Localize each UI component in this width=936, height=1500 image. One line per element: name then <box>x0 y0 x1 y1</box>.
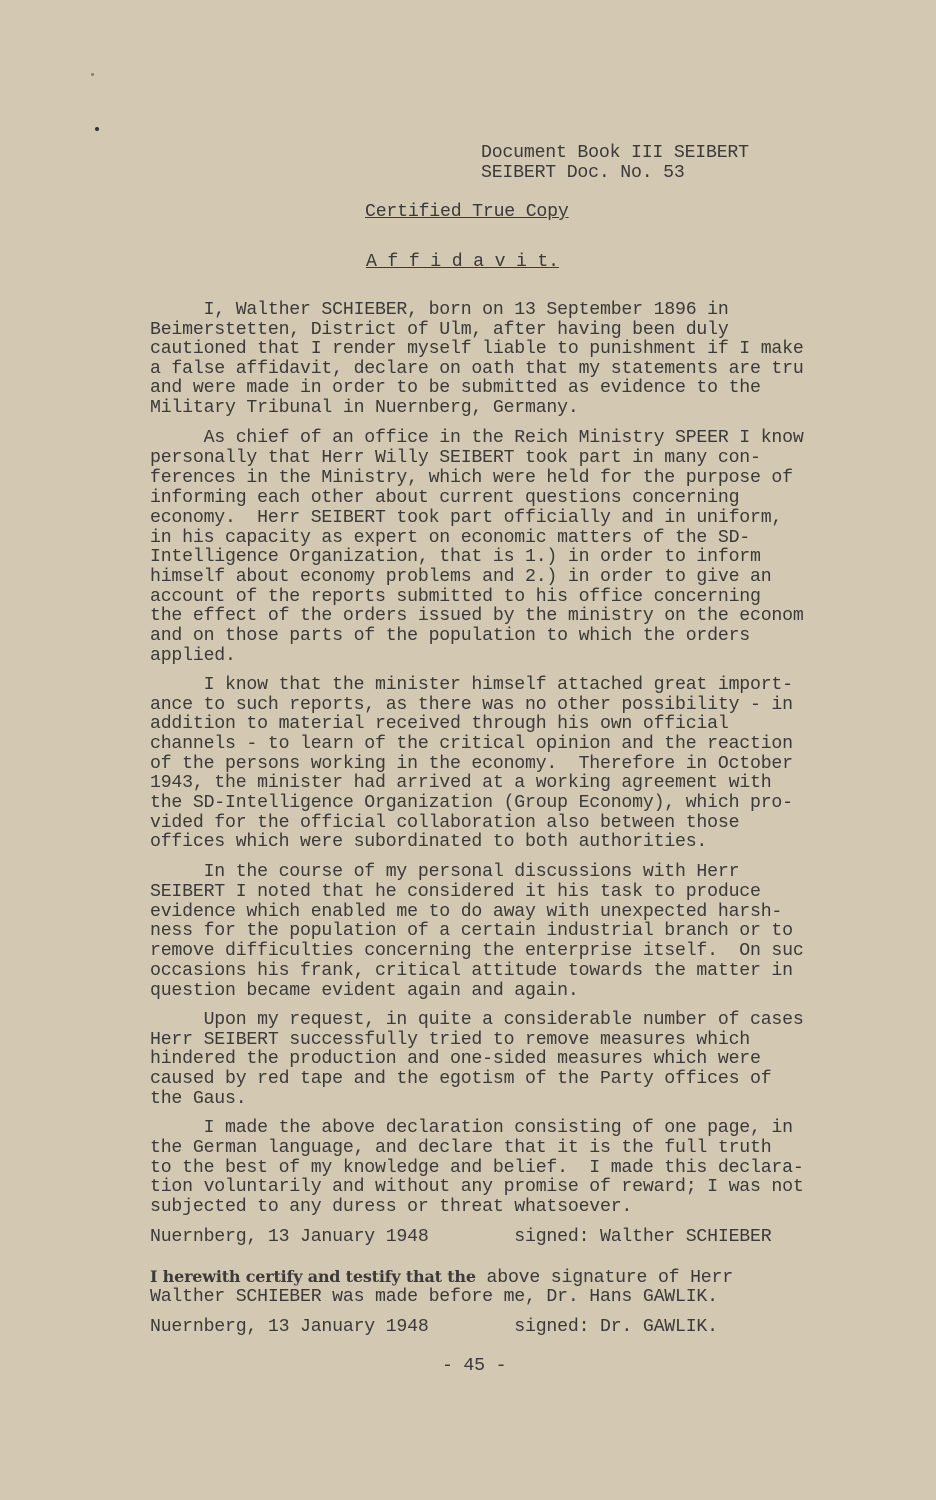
text-line: ness for the population of a certain industrial branch or to <box>150 921 793 941</box>
text-line: and on those parts of the population to which the orders <box>150 626 750 646</box>
handwritten-certification: I herewith certify and testify that the <box>150 1267 476 1286</box>
text-line: vided for the official collaboration also between those <box>150 813 740 833</box>
text-line: Herr SEIBERT successfully tried to remove measures which <box>150 1030 750 1050</box>
text-line: Intelligence Organization, that is 1.) in order to inform <box>150 547 761 567</box>
text-line: economy. Herr SEIBERT took part officially and in uniform, <box>150 508 783 528</box>
certified-true-copy: Certified True Copy <box>365 202 569 222</box>
text-line: personally that Herr Willy SEIBERT took part in many con- <box>150 448 761 468</box>
text-line: I made the above declaration consisting of one page, in <box>150 1118 793 1138</box>
text-line: cautioned that I render myself liable to punishment if I make <box>150 339 804 359</box>
text-line: of the persons working in the economy. Therefore in October <box>150 754 793 774</box>
text-line: As chief of an office in the Reich Ministry SPEER I know <box>150 428 804 448</box>
text-line: informing each other about current questions concerning <box>150 488 740 508</box>
text-line: the Gaus. <box>150 1089 247 1109</box>
text-line: hindered the production and one-sided measures which were <box>150 1049 761 1069</box>
text-line: applied. <box>150 646 236 666</box>
header-doc-number: SEIBERT Doc. No. 53 <box>481 163 685 183</box>
text-line: caused by red tape and the egotism of the Party offices of <box>150 1069 772 1089</box>
text-line: question became evident again and again. <box>150 981 579 1001</box>
text-line: channels - to learn of the critical opinion and the reaction <box>150 734 793 754</box>
text-line: Upon my request, in quite a considerable number of cases <box>150 1010 804 1030</box>
certification-line-1 <box>150 1267 733 1288</box>
text-line: In the course of my personal discussions with Herr <box>150 862 740 882</box>
text-line: remove difficulties concerning the enterprise itself. On suc <box>150 941 804 961</box>
text-line: addition to material received through his own official <box>150 714 729 734</box>
text-line: account of the reports submitted to his office concerning <box>150 587 761 607</box>
text-line: subjected to any duress or threat whatsoever. <box>150 1197 633 1217</box>
certification-typed: above signature of Herr <box>475 1268 733 1288</box>
header-book: Document Book III SEIBERT <box>481 143 749 163</box>
punch-mark <box>95 127 99 131</box>
text-line: tion voluntarily and without any promise of reward; I was not <box>150 1177 804 1197</box>
signature-gawlik: Nuernberg, 13 January 1948 signed: Dr. GAWLIK. <box>150 1317 718 1337</box>
text-line: evidence which enabled me to do away with unexpected harsh- <box>150 902 783 922</box>
text-line: in his capacity as expert on economic matters of the SD- <box>150 528 750 548</box>
text-line: occasions his frank, critical attitude towards the matter in <box>150 961 793 981</box>
text-line: and were made in order to be submitted as evidence to the <box>150 378 761 398</box>
text-line: to the best of my knowledge and belief. I made this declara- <box>150 1158 804 1178</box>
text-line: a false affidavit, declare on oath that my statements are tru <box>150 359 804 379</box>
text-line: 1943, the minister had arrived at a working agreement with <box>150 773 772 793</box>
text-line: I know that the minister himself attached great import- <box>150 675 793 695</box>
signature-schieber: Nuernberg, 13 January 1948 signed: Walther SCHIEBER <box>150 1227 772 1247</box>
certification-line-2: Walther SCHIEBER was made before me, Dr. Hans GAWLIK. <box>150 1287 718 1307</box>
text-line: the SD-Intelligence Organization (Group Economy), which pro- <box>150 793 793 813</box>
text-line: the German language, and declare that it is the full truth <box>150 1138 772 1158</box>
text-line: Beimerstetten, District of Ulm, after having been duly <box>150 320 729 340</box>
text-line: himself about economy problems and 2.) in order to give an <box>150 567 772 587</box>
page-number: - 45 - <box>442 1356 507 1376</box>
text-line: offices which were subordinated to both authorities. <box>150 832 708 852</box>
text-line: Military Tribunal in Nuernberg, Germany. <box>150 398 579 418</box>
affidavit-title: A f f i d a v i t. <box>366 252 559 272</box>
text-line: I, Walther SCHIEBER, born on 13 September 1896 in <box>150 300 729 320</box>
punch-mark-top <box>91 73 94 76</box>
text-line: the effect of the orders issued by the ministry on the econom <box>150 606 804 626</box>
text-line: ance to such reports, as there was no other possibility - in <box>150 695 793 715</box>
text-line: ferences in the Ministry, which were held for the purpose of <box>150 468 793 488</box>
text-line: SEIBERT I noted that he considered it his task to produce <box>150 882 761 902</box>
